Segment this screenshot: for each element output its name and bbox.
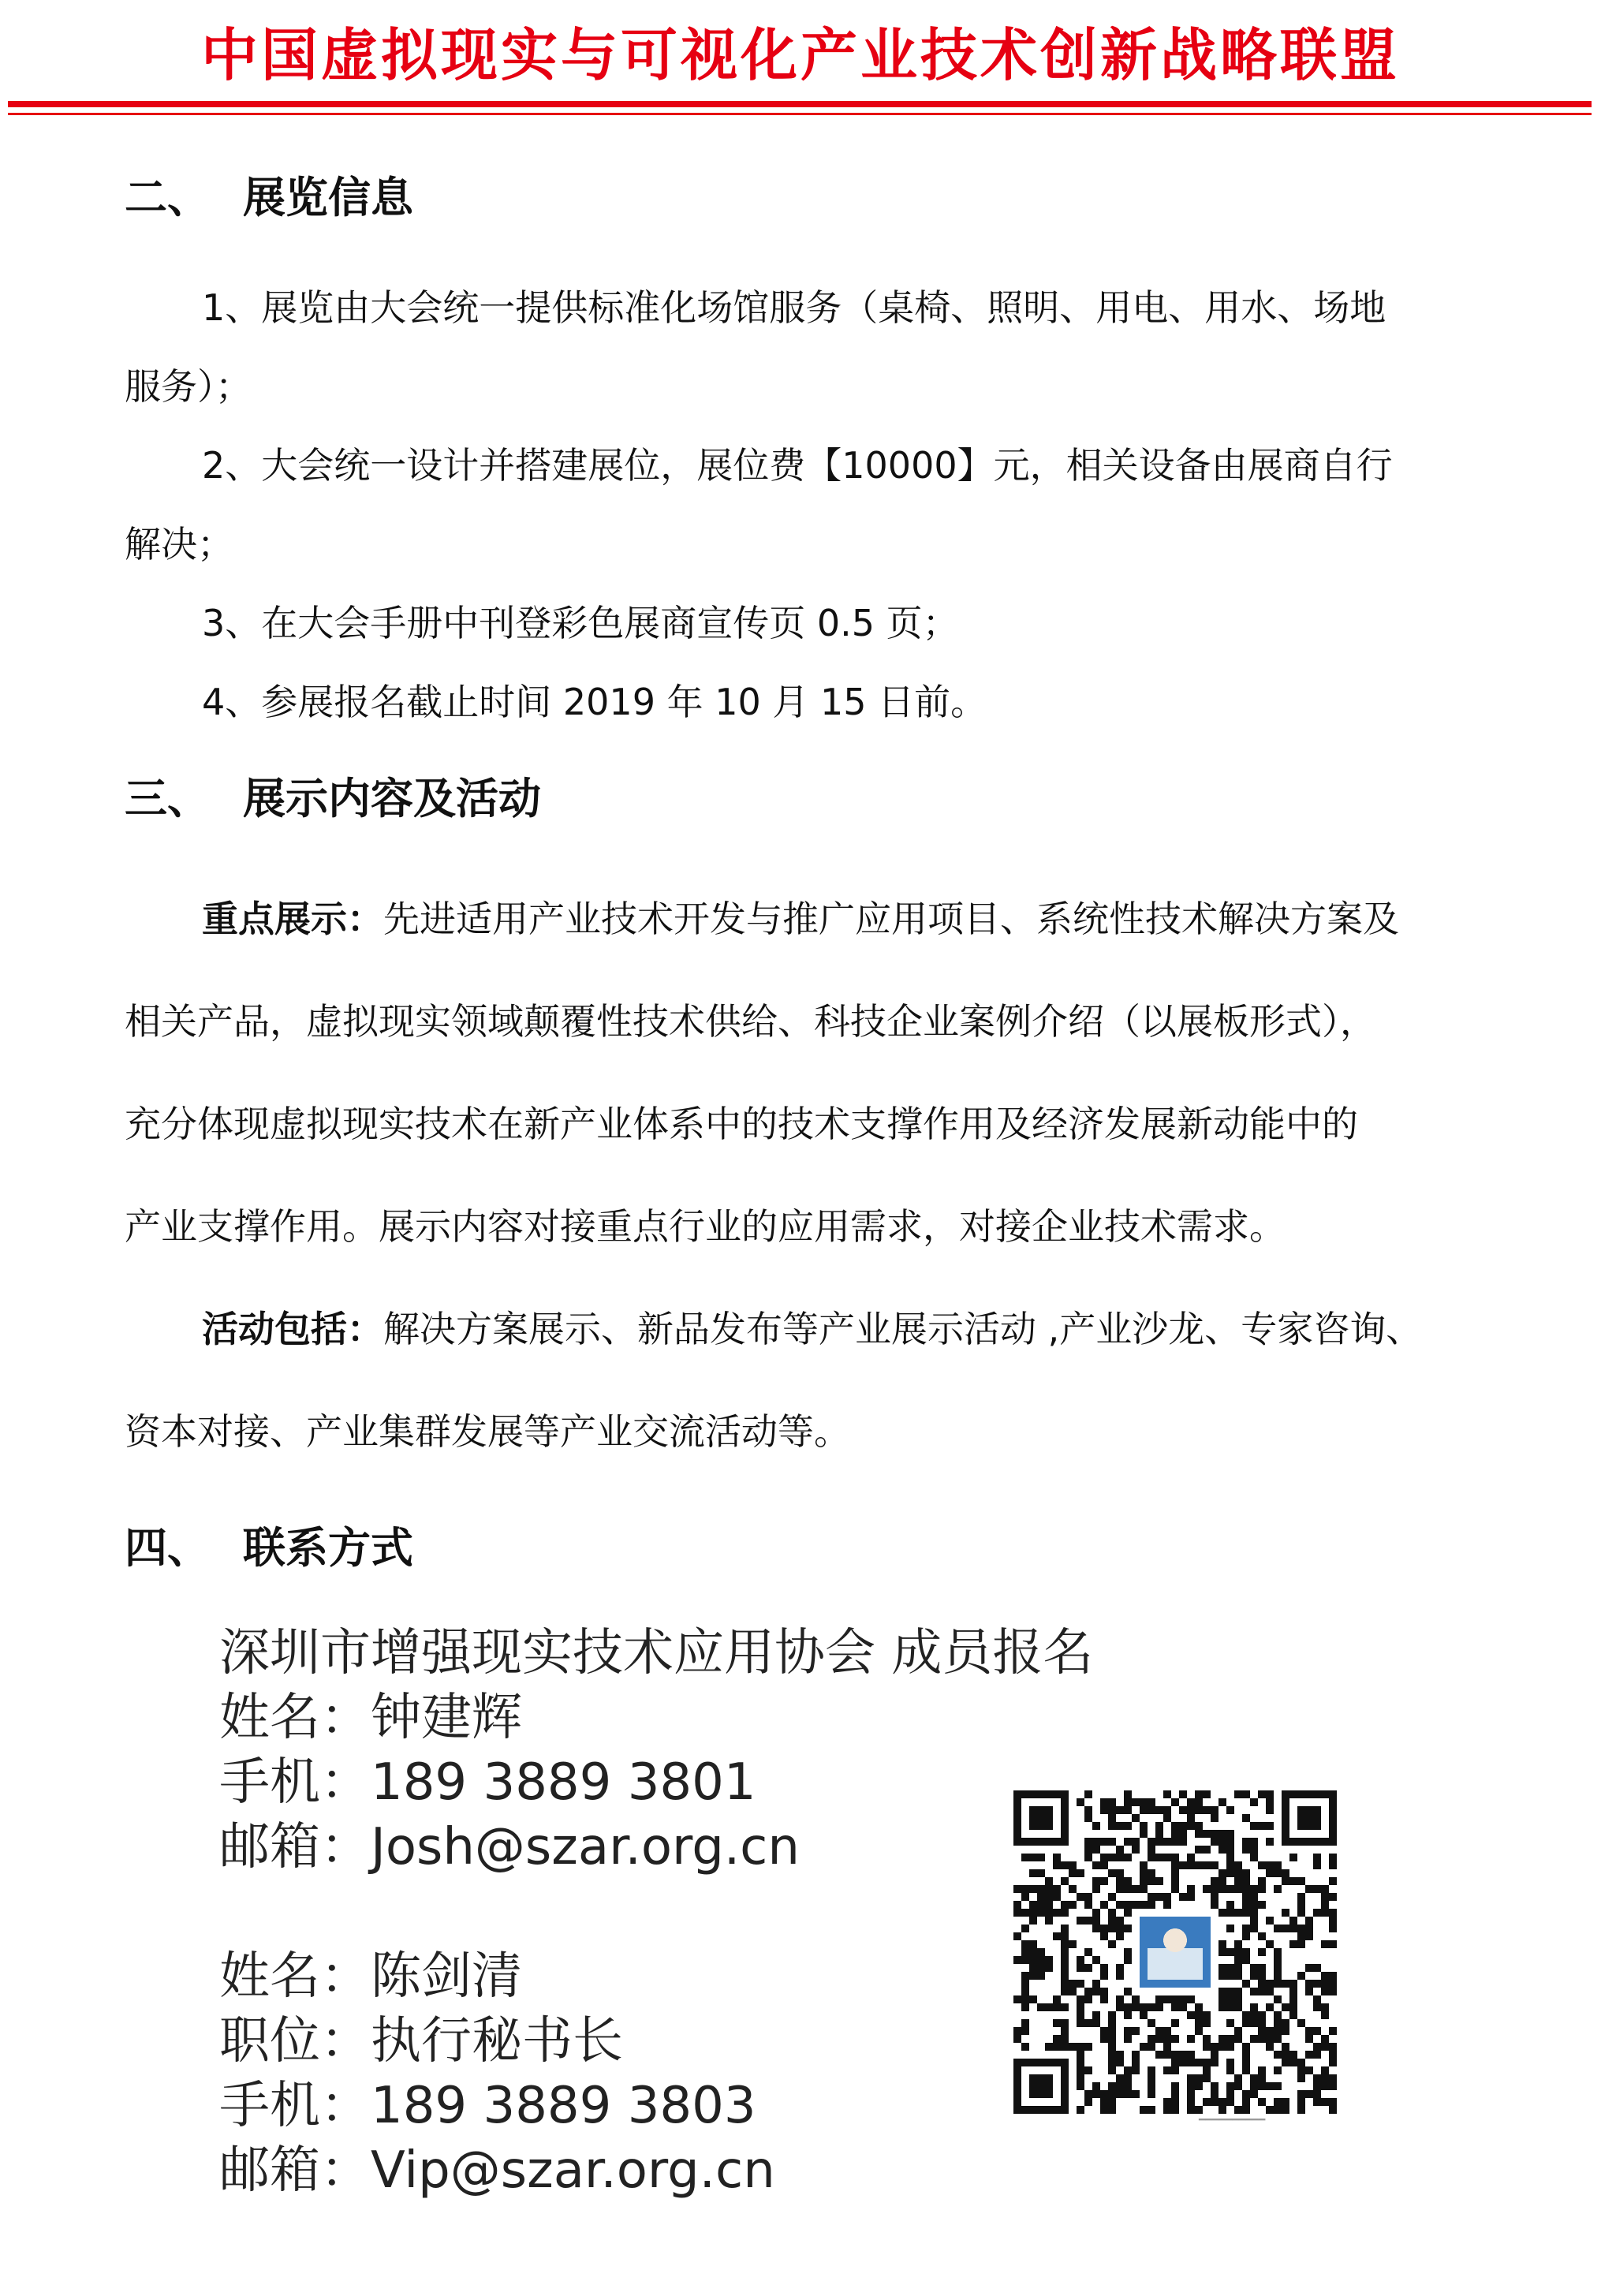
section-heading-contact: [125, 1514, 413, 1575]
section-number: 四、: [125, 1523, 210, 1573]
activities-paragraph: [125, 1278, 1489, 1483]
focus-text: 产业支撑作用。展示内容对接重点行业的应用需求，对接企业技术需求。: [125, 1205, 1286, 1248]
document-header-title: 中国虚拟现实与可视化产业技术创新战略联盟: [200, 22, 1400, 88]
exhibition-item-3: [125, 584, 1489, 663]
qr-code-icon[interactable]: [1013, 1790, 1337, 2114]
activities-label: 活动包括：: [202, 1308, 383, 1350]
section-number: 三、: [125, 774, 210, 823]
focus-text: 先进适用产业技术开发与推广应用项目、系统性技术解决方案及: [383, 898, 1399, 940]
focus-text: 充分体现虚拟现实技术在新产业体系中的技术支撑作用及经济发展新动能中的: [125, 1103, 1358, 1145]
item-text: 3、在大会手册中刊登彩色展商宣传页 0.5 页；: [202, 602, 959, 644]
activities-text: 资本对接、产业集群发展等产业交流活动等。: [125, 1410, 850, 1453]
exhibition-item-4: [125, 663, 1489, 741]
section-number: 二、: [125, 173, 210, 222]
exhibition-item-2: [125, 426, 1489, 584]
item-text-cont: 解决；: [125, 523, 233, 566]
section-title: 展示内容及活动: [243, 774, 541, 823]
contact-block: [219, 1621, 1093, 2203]
section-heading-exhibition: [125, 164, 413, 225]
item-text: 2、大会统一设计并搭建展位，展位费【10000】元，相关设备由展商自行: [202, 444, 1393, 487]
exhibition-item-1: [125, 268, 1489, 426]
header-divider-thick: [8, 101, 1592, 107]
contact1-email[interactable]: 邮箱：Josh@szar.org.cn: [219, 1818, 800, 1876]
contact2-position: 职位：执行秘书长: [219, 2012, 623, 2070]
contact1-name: 姓名：钟建辉: [219, 1689, 522, 1747]
section-heading-content: [125, 765, 541, 826]
contact1-phone[interactable]: 手机：189 3889 3801: [219, 1753, 756, 1812]
qr-caption: ━━━━━━━━━━: [1199, 2114, 1266, 2126]
item-text-cont: 服务）；: [125, 365, 252, 408]
contact2-name: 姓名：陈剑清: [219, 1947, 522, 2006]
section-title: 联系方式: [243, 1523, 413, 1573]
section-title: 展览信息: [243, 173, 413, 222]
org-signup-line: 深圳市增强现实技术应用协会 成员报名: [219, 1624, 1094, 1682]
focus-label: 重点展示：: [202, 898, 383, 940]
header-divider-thin: [8, 113, 1592, 115]
item-text: 1、展览由大会统一提供标准化场馆服务（桌椅、照明、用电、用水、场地: [202, 286, 1386, 329]
contact2-phone[interactable]: 手机：189 3889 3803: [219, 2077, 756, 2135]
focus-text: 相关产品，虚拟现实领域颠覆性技术供给、科技企业案例介绍（以展板形式），: [125, 1000, 1376, 1043]
contact2-email[interactable]: 邮箱：Vip@szar.org.cn: [219, 2141, 775, 2200]
activities-text: 解决方案展示、新品发布等产业展示活动 ,产业沙龙、专家咨询、: [383, 1308, 1423, 1350]
focus-paragraph: [125, 868, 1489, 1278]
item-text: 4、参展报名截止时间 2019 年 10 月 15 日前。: [202, 681, 987, 723]
contact-spacer: [219, 1880, 1093, 1944]
